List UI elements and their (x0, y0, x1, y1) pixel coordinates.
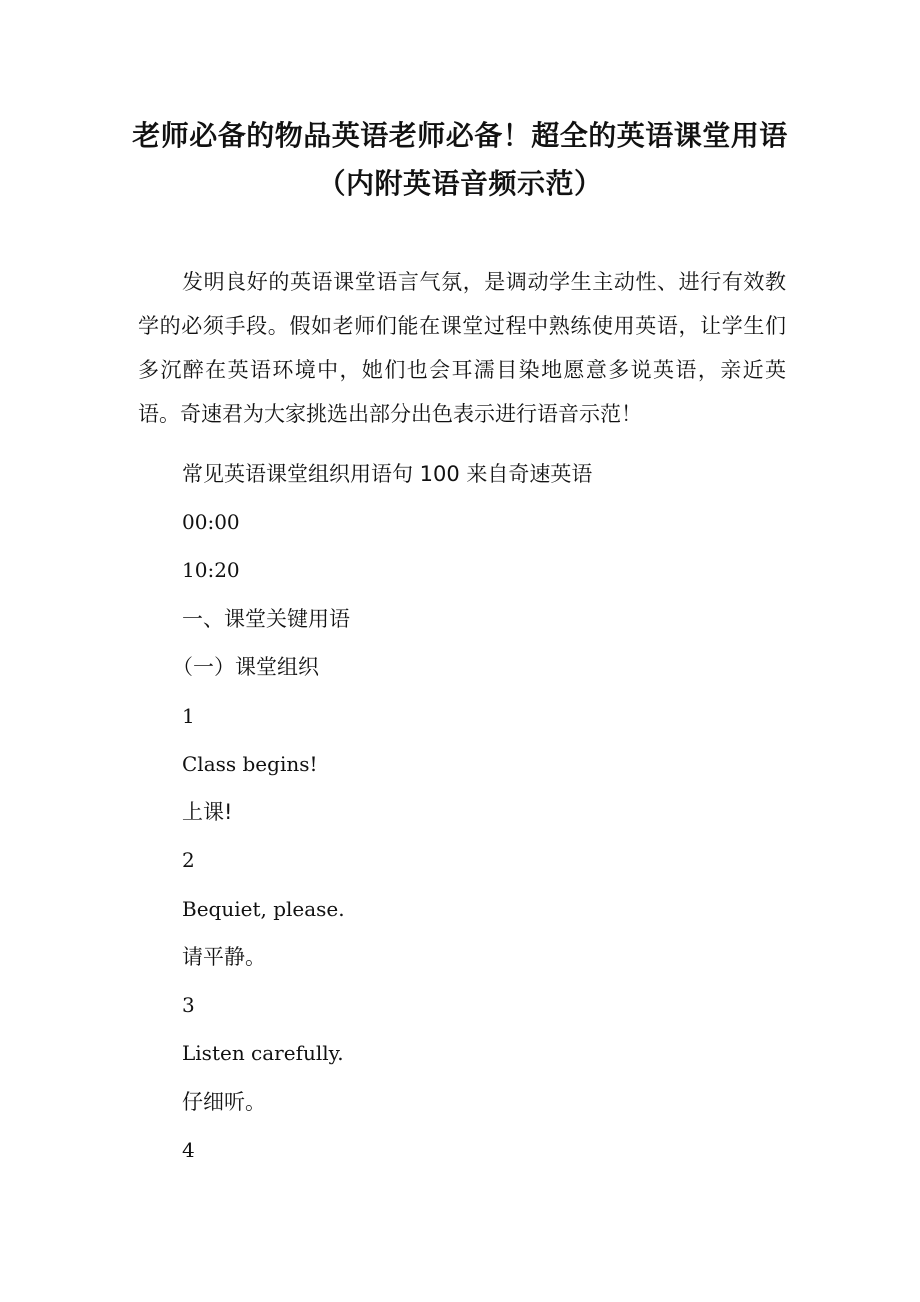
item-number: 1 (182, 704, 195, 728)
audio-start-time: 00:00 (182, 510, 240, 534)
item-number: 4 (182, 1138, 195, 1162)
intro-paragraph: 发明良好的英语课堂语言气氛，是调动学生主动性、进行有效教学的必须手段。假如老师们能在课堂过程中熟练使用英语，让学生们多沉醉在英语环境中，她们也会耳濡目染地愿意多说英语，亲近英语。奇速君为大家挑选出部分出色表示进行语音示范！ (138, 270, 786, 426)
audio-label: 常见英语课堂组织用语句 100 来自奇速英语 (182, 462, 593, 486)
item-english: Bequiet, please. (182, 897, 345, 921)
audio-end-time: 10:20 (182, 558, 240, 582)
subsection-heading: （一）课堂组织 (172, 655, 319, 679)
item-chinese: 请平静。 (182, 945, 266, 969)
item-english: Listen carefully. (182, 1041, 344, 1065)
item-number: 2 (182, 848, 195, 872)
item-number: 3 (182, 993, 195, 1017)
title-line-1: 老师必备的物品英语老师必备！超全的英语课堂用语 (132, 119, 788, 152)
item-chinese: 上课! (182, 800, 233, 824)
title-line-2: （内附英语音频示范） (317, 167, 603, 200)
section-heading: 一、课堂关键用语 (182, 607, 350, 631)
item-chinese: 仔细听。 (182, 1090, 266, 1114)
item-english: Class begins! (182, 752, 318, 776)
